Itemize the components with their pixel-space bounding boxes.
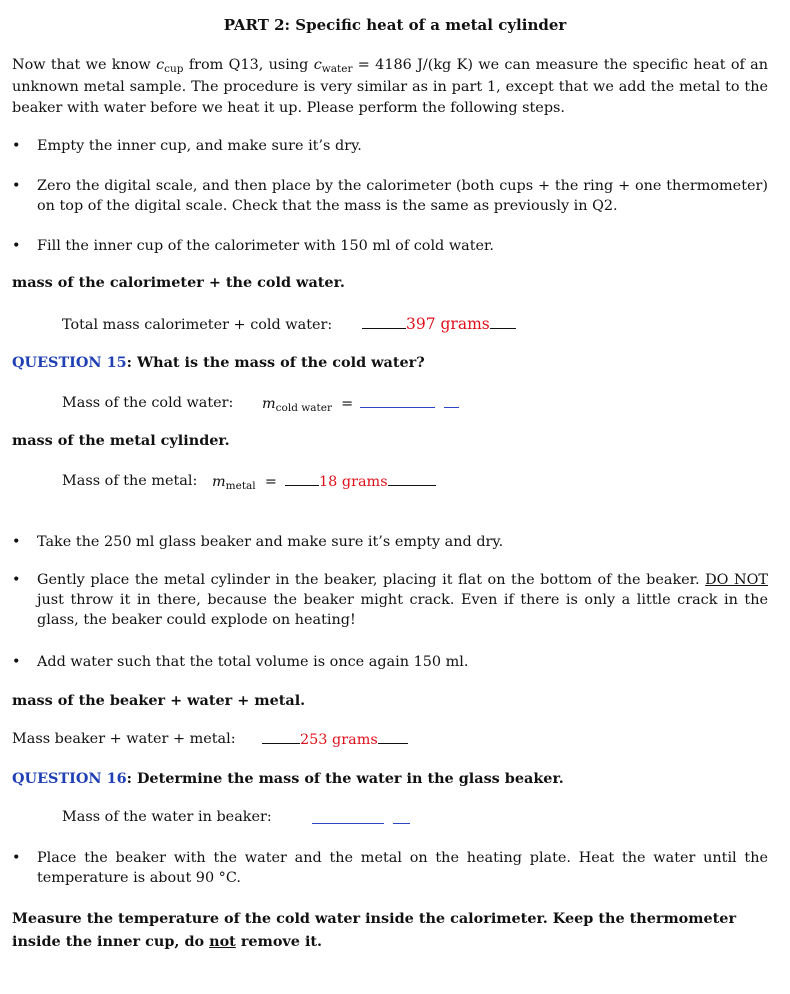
bullet-take-beaker: • Take the 250 ml glass beaker and make sure it’s empty and dry. bbox=[12, 534, 504, 550]
metal-mass-value: 18 grams bbox=[319, 474, 388, 490]
bullet-dot: • bbox=[12, 534, 21, 550]
metal-mass-formula: $m_{metal}$ = bbox=[212, 474, 277, 492]
total-mass-value: 397 grams bbox=[406, 315, 490, 333]
water-beaker-answer-line-short bbox=[393, 823, 410, 824]
bullet-add-water: • Add water such that the total volume is once again 150 ml. bbox=[12, 654, 469, 670]
total-mass-answer bbox=[362, 315, 516, 333]
intro-paragraph: Now that we know $c_{cup}$ from Q13, using $c_{water} = 4186$ J/(kg K) we can measure the specific heat of an unknown metal sample. The procedure is very similar as in part 1, except that we add the metal to the beaker with water before we heat it up. Please perform the following steps. bbox=[12, 57, 768, 116]
bullet-dot: • bbox=[12, 654, 21, 670]
bullet-fill-cup: • Fill the inner cup of the calorimeter with 150 ml of cold water. bbox=[12, 238, 494, 254]
water-beaker-answer-line bbox=[312, 823, 384, 824]
metal-mass-label: Mass of the metal: bbox=[62, 473, 198, 489]
question-16: QUESTION 16: Determine the mass of the water in the glass beaker. bbox=[12, 770, 564, 787]
beaker-mass-answer bbox=[262, 731, 408, 748]
heading-metal-mass: mass of the metal cylinder. bbox=[12, 432, 230, 449]
page-title: PART 2: Specific heat of a metal cylinder bbox=[223, 16, 567, 34]
bullet-empty-cup: • Empty the inner cup, and make sure it’s dry. bbox=[12, 138, 362, 154]
bullet-heat-beaker: • Place the beaker with the water and the metal on the heating plate. Heat the water until the temperature is about 90 °C. bbox=[12, 850, 768, 886]
cold-water-formula: $m_{cold water}$ = bbox=[262, 396, 354, 414]
bullet-dot: • bbox=[12, 238, 21, 254]
metal-mass-answer bbox=[285, 473, 436, 490]
heading-calorimeter-mass: mass of the calorimeter + the cold water. bbox=[12, 274, 345, 291]
bullet-dot: • bbox=[12, 178, 21, 194]
cold-water-label: Mass of the cold water: bbox=[62, 395, 234, 411]
beaker-mass-label: Mass beaker + water + metal: bbox=[12, 731, 236, 747]
bullet-dot: • bbox=[12, 138, 21, 154]
total-mass-label: Total mass calorimeter + cold water: bbox=[62, 317, 333, 333]
question-15: QUESTION 15: What is the mass of the cold water? bbox=[12, 354, 425, 371]
beaker-mass-value: 253 grams bbox=[300, 732, 378, 748]
bullet-dot: • bbox=[12, 850, 21, 866]
bullet-place-cylinder: • Gently place the metal cylinder in the beaker, placing it flat on the bottom of the beaker. DO NOT just throw it in there, because the beaker might crack. Even if there is only a little crack in the glass, the beaker could explode on heating! bbox=[12, 572, 768, 628]
bullet-dot: • bbox=[12, 572, 21, 588]
final-instruction: Measure the temperature of the cold water inside the calorimeter. Keep the thermometer inside the inner cup, do not remove it. bbox=[12, 910, 737, 950]
heading-beaker-mass: mass of the beaker + water + metal. bbox=[12, 692, 306, 709]
cold-water-answer-line bbox=[360, 407, 435, 408]
water-beaker-label: Mass of the water in beaker: bbox=[62, 809, 272, 825]
bullet-zero-scale: • Zero the digital scale, and then place by the calorimeter (both cups + the ring + one thermometer) on top of the digital scale. Check that the mass is the same as previously in Q2. bbox=[12, 178, 768, 214]
cold-water-answer-line-short bbox=[444, 407, 459, 408]
